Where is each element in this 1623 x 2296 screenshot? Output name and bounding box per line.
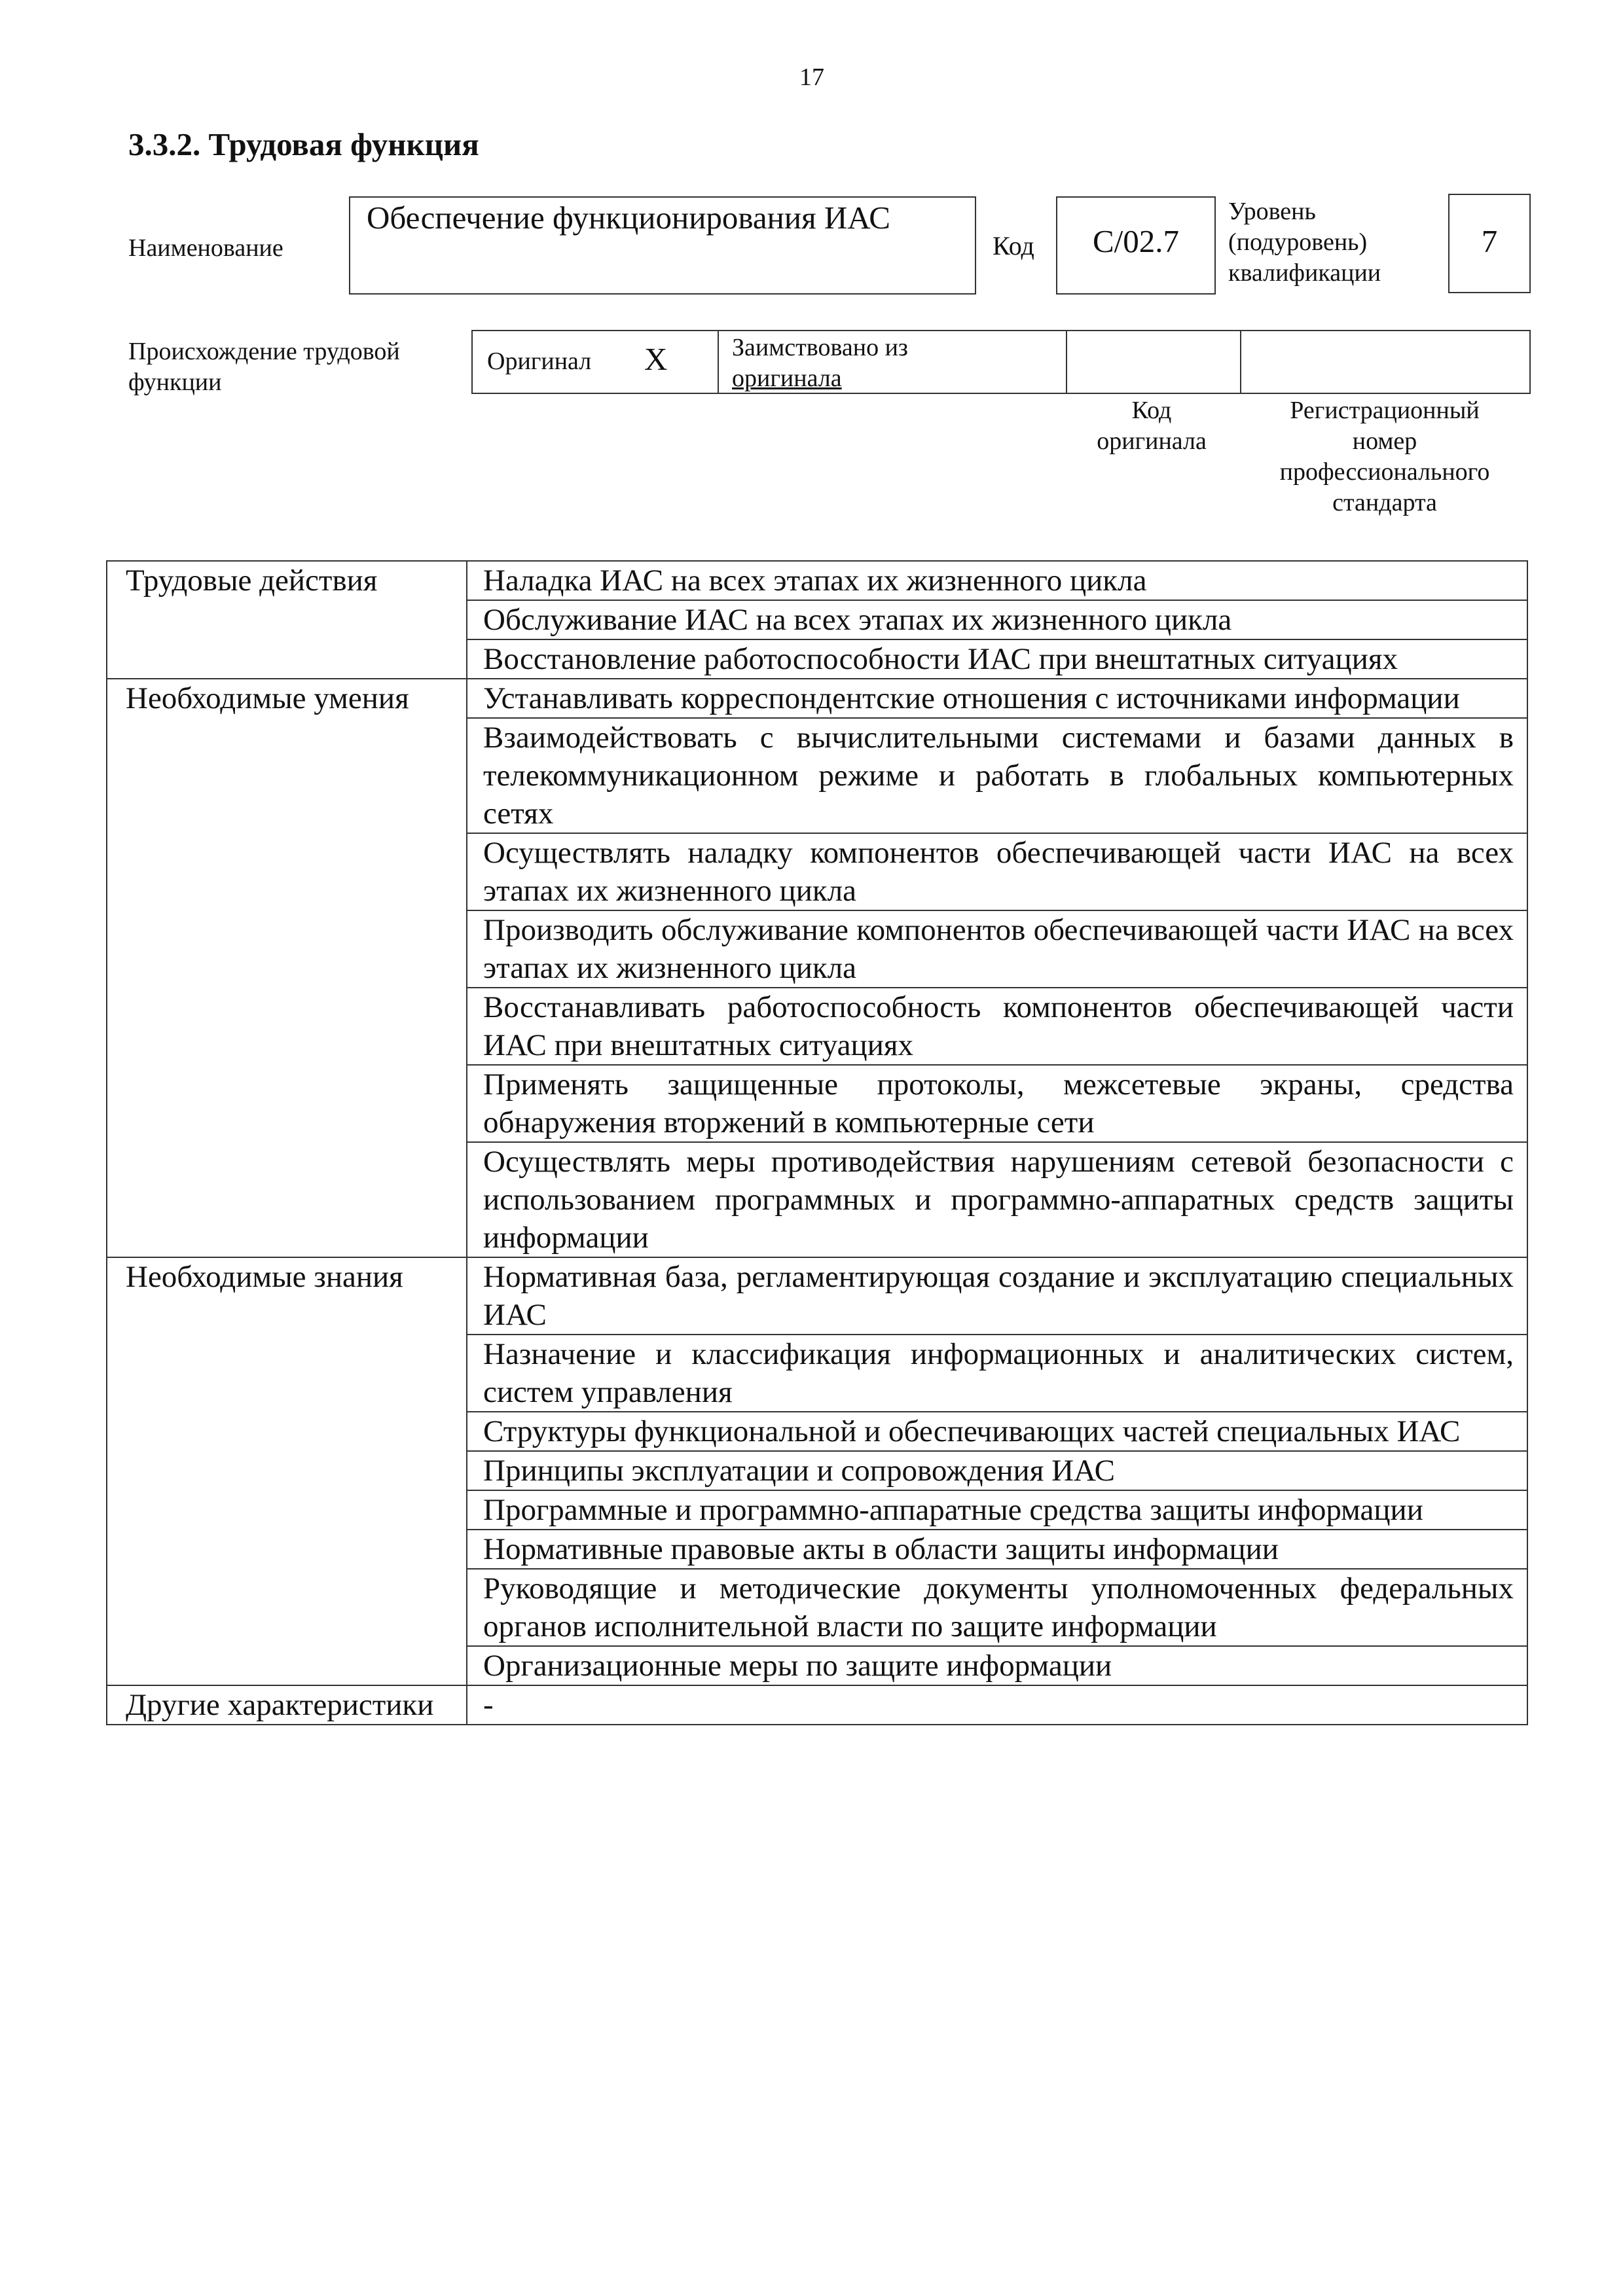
function-details-table [106, 560, 1528, 1725]
list-item: Устанавливать корреспондентские отношения с источниками информации [467, 679, 1527, 718]
borrowed-label-line: оригинала [732, 365, 842, 392]
original-code-caption [1066, 395, 1237, 457]
list-item: Организационные меры по защите информации [467, 1646, 1527, 1685]
list-item: Руководящие и методические документы уполномоченных федеральных органов исполнительной власти по защите информации [467, 1569, 1527, 1646]
caption-line: Регистрационный [1290, 397, 1480, 424]
list-item: Структуры функциональной и обеспечивающих частей специальных ИАС [467, 1412, 1527, 1451]
level-label-line: Уровень [1228, 198, 1316, 225]
section-heading: 3.3.2. Трудовая функция [128, 126, 479, 162]
cell-divider [718, 331, 719, 393]
list-item: - [467, 1685, 1527, 1725]
original-label: Оригинал [487, 348, 592, 375]
origin-label-line: функции [128, 368, 222, 396]
caption-line: номер [1352, 427, 1417, 455]
caption-line: Код [1131, 397, 1172, 424]
list-item: Восстановление работоспособности ИАС при внештатных ситуациях [467, 639, 1527, 679]
cell-divider [1240, 331, 1241, 393]
section-title-required-knowledge: Необходимые знания [107, 1257, 467, 1685]
list-item: Применять защищенные протоколы, межсетевые экраны, средства обнаружения вторжений в компьютерные сети [467, 1065, 1527, 1142]
caption-line: стандарта [1332, 489, 1437, 516]
section-title-required-skills: Необходимые умения [107, 679, 467, 1257]
origin-label-line: Происхождение трудовой [128, 338, 400, 365]
list-item: Производить обслуживание компонентов обеспечивающей части ИАС на всех этапах их жизненного цикла [467, 910, 1527, 988]
list-item: Нормативные правовые акты в области защиты информации [467, 1530, 1527, 1569]
level-label-line: квалификации [1228, 259, 1381, 287]
list-item: Назначение и классификация информационных и аналитических систем, систем управления [467, 1335, 1527, 1412]
code-label: Код [993, 231, 1034, 260]
function-name: Обеспечение функционирования ИАС [367, 200, 890, 236]
list-item: Восстанавливать работоспособность компонентов обеспечивающей части ИАС при внештатных ситуациях [467, 988, 1527, 1065]
caption-line: профессионального [1279, 458, 1490, 486]
list-item: Взаимодействовать с вычислительными системами и базами данных в телекоммуникационном режиме и работать в глобальных компьютерных сетях [467, 718, 1527, 833]
borrowed-label [732, 332, 908, 394]
list-item: Нормативная база, регламентирующая создание и эксплуатацию специальных ИАС [467, 1257, 1527, 1335]
name-label: Наименование [128, 234, 283, 262]
list-item: Принципы эксплуатации и сопровождения ИАС [467, 1451, 1527, 1490]
list-item: Наладка ИАС на всех этапах их жизненного цикла [467, 561, 1527, 600]
table-row [107, 1257, 1527, 1335]
borrowed-label-line: Заимствовано из [732, 334, 908, 361]
list-item: Программные и программно-аппаратные средства защиты информации [467, 1490, 1527, 1530]
original-mark: X [644, 341, 668, 377]
origin-table [471, 330, 1531, 394]
level-label-line: (подуровень) [1228, 228, 1368, 256]
cell-divider [1066, 331, 1067, 393]
page-number: 17 [799, 63, 824, 91]
section-title-labor-actions: Трудовые действия [107, 561, 467, 679]
qualification-level-label [1228, 196, 1381, 289]
section-title-other-characteristics: Другие характеристики [107, 1685, 467, 1725]
list-item: Обслуживание ИАС на всех этапах их жизненного цикла [467, 600, 1527, 639]
table-row [107, 679, 1527, 718]
list-item: Осуществлять наладку компонентов обеспечивающей части ИАС на всех этапах их жизненного цикла [467, 833, 1527, 910]
qualification-level: 7 [1481, 223, 1498, 259]
origin-label [128, 336, 400, 398]
function-code: C/02.7 [1092, 223, 1180, 259]
table-row [107, 561, 1527, 600]
registration-number-caption [1239, 395, 1531, 518]
list-item: Осуществлять меры противодействия нарушениям сетевой безопасности с использованием программных и программно-аппаратных средств защиты информации [467, 1142, 1527, 1257]
table-row [107, 1685, 1527, 1725]
caption-line: оригинала [1097, 427, 1207, 455]
